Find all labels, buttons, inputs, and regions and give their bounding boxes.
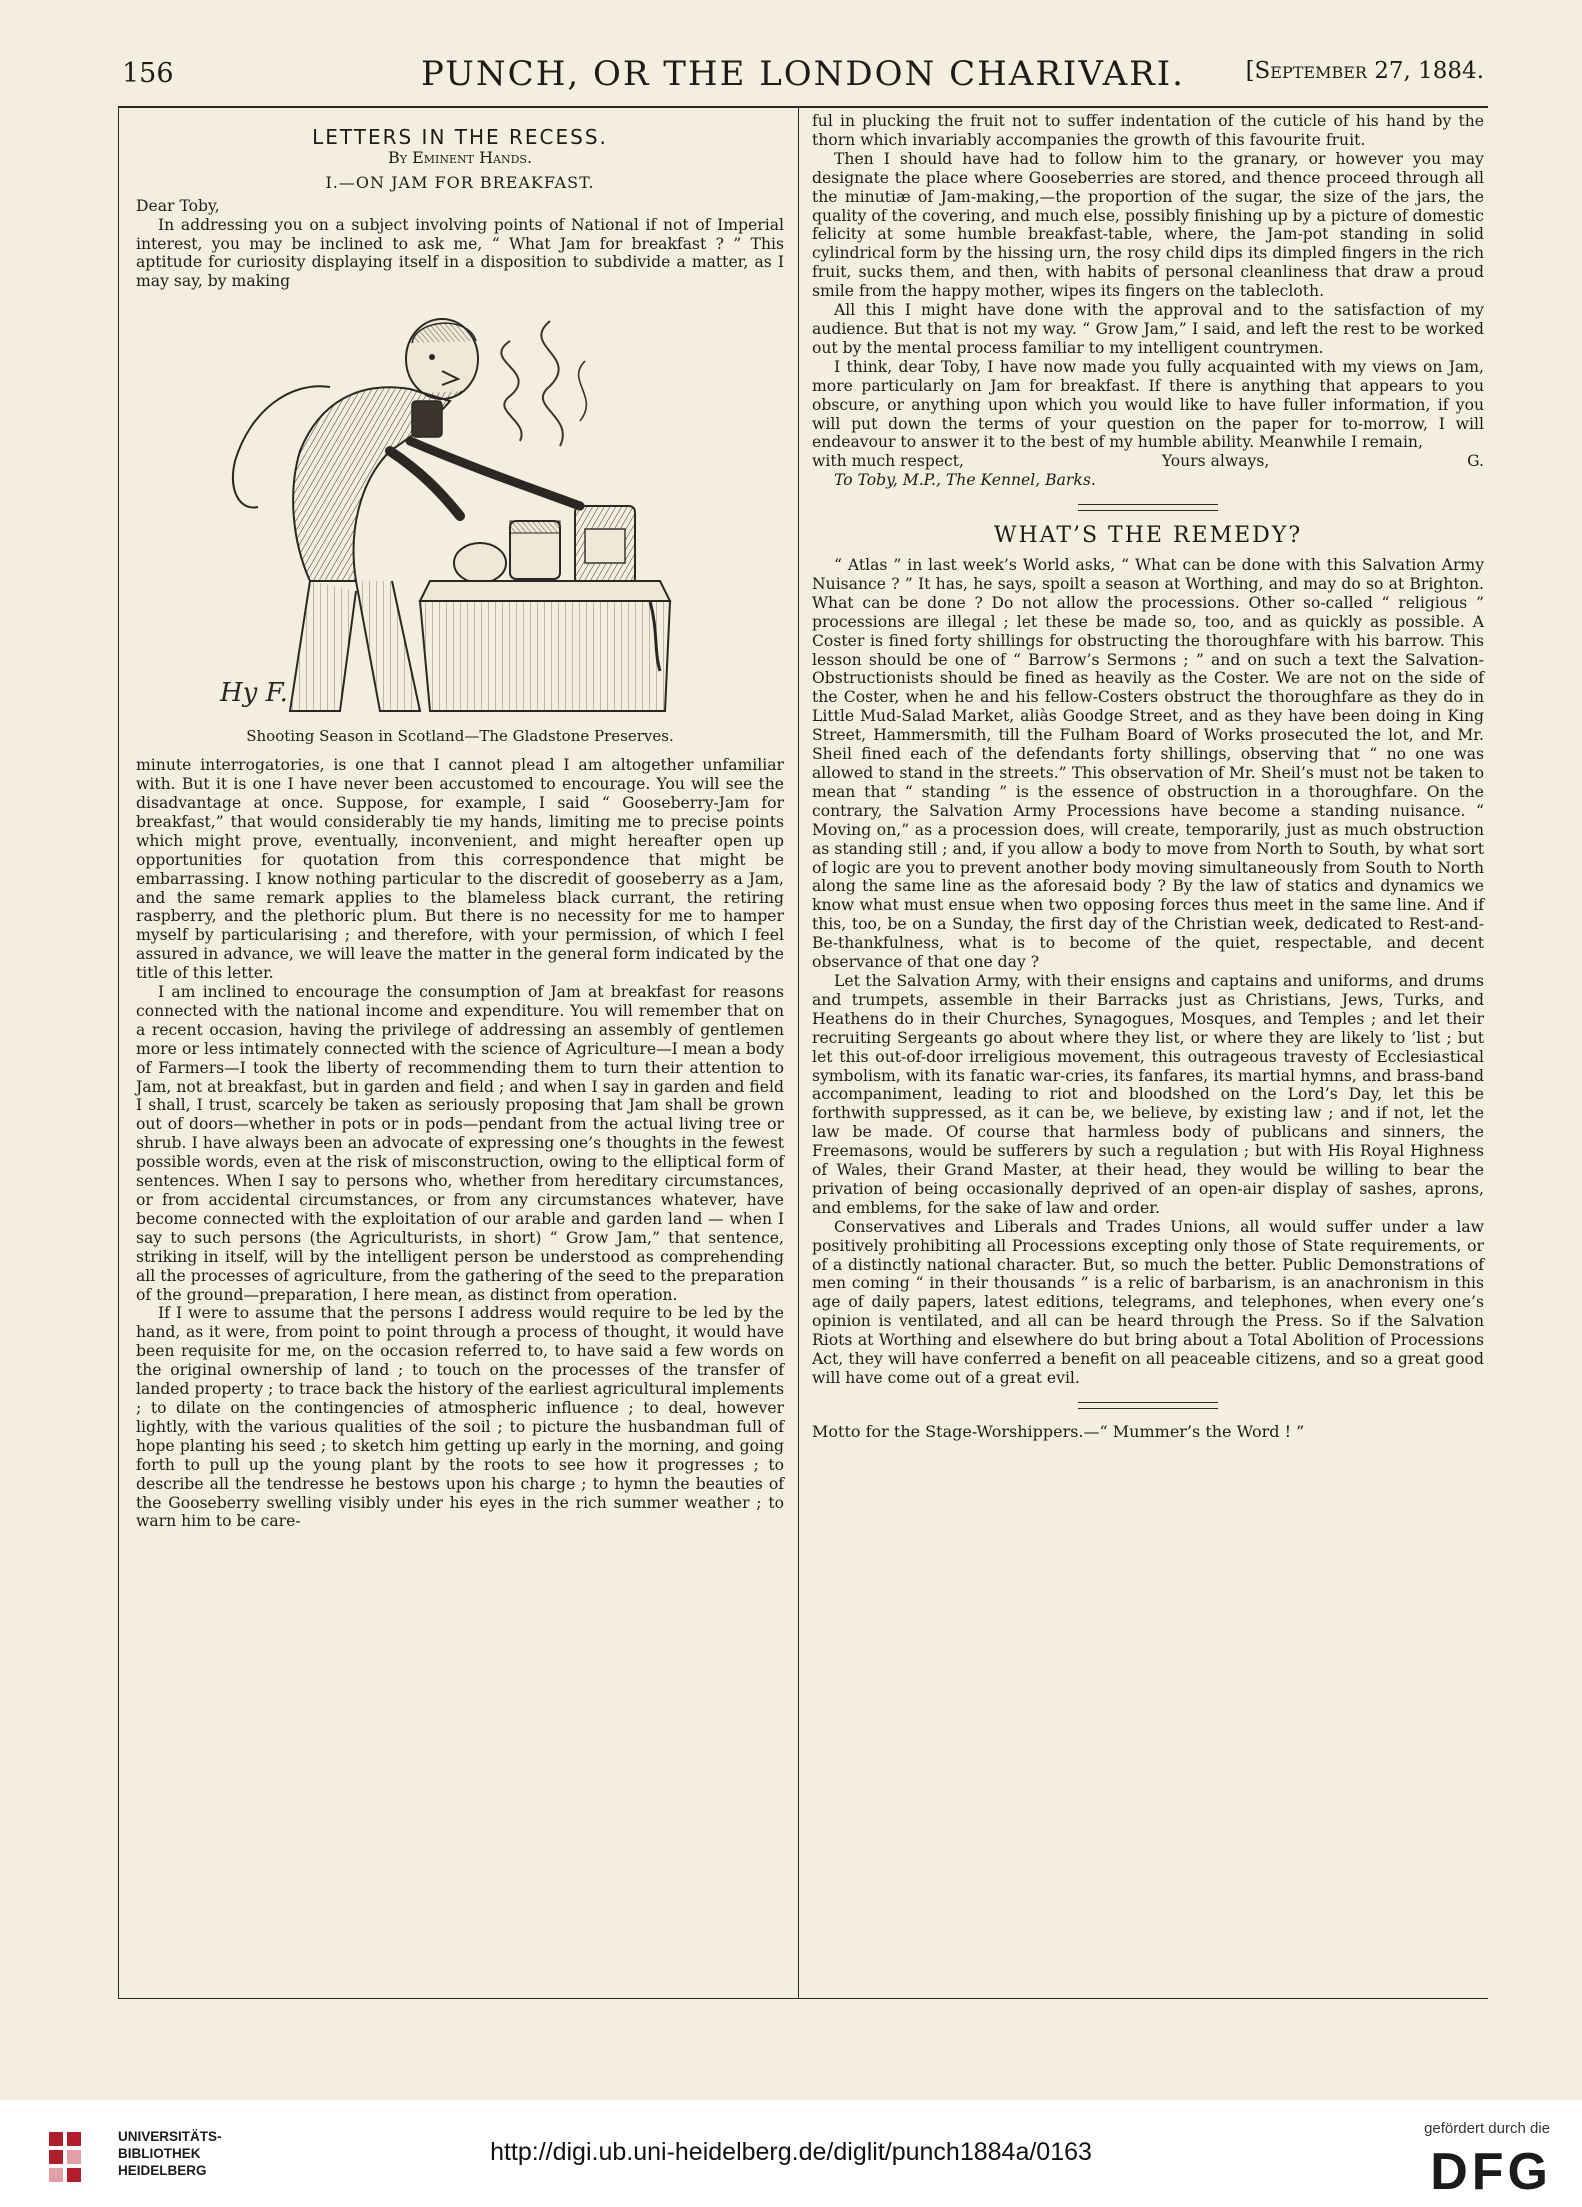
letters-paragraph-7: All this I might have done with the approval and to the satisfaction of my audience. But that is not my way. “ Grow Jam,” I said, and left the rest to be worked out by the mental process familiar to my intelligent countrymen. bbox=[812, 301, 1484, 357]
letters-paragraph-5: ful in plucking the fruit not to suffer indentation of the cuticle of his hand by the thorn which invariably accompanies the growth of this favourite fruit. bbox=[812, 112, 1484, 149]
letters-paragraph-6: Then I should have had to follow him to the granary, or however you may designate the place where Gooseberries are stored, and thence proceed through all the minutiæ of Jam-making,—the proportion of the sugar, the size of the jars, the quality of the covering, and much else, possibly finishing up by a picture of domestic felicity at some humble breakfast-table, where, the Jam-pot standing in solid cylindrical form by the hissing urn, the rosy child dips its dimpled fingers in the rich fruit, sucks them, and then, with habits of personal cleanliness that draw a proud smile from the happy mother, wipes its fingers on the tablecloth. bbox=[812, 149, 1484, 301]
motto-line: Motto for the Stage-Worshippers.—“ Mummer’s the Word ! ” bbox=[812, 1421, 1305, 1441]
remedy-paragraph-1: “ Atlas ” in last week’s World asks, “ What can be done with this Salvation Army Nuisance ? ” It has, he says, spoilt a season at Worthing, and may do so at Brighton. What can be done ? Do not allow the processions. Other so-called “ religious ” processions are illegal ; let these be made so, too, and as quickly as possible. A Coster is fined forty shillings for obstructing the thoroughfare with his barrow. This lesson should be one of “ Barrow’s Sermons ; ” and on such a text the Salvation-Obstructionists should be fined as heavily as the Coster. We are not on the side of the Coster, when he and his fellow-Costers obstruct the thoroughfare as they do in Little Mud-Salad Market, aliàs Goodge Street, and as they have been doing in King Street, Hammersmith, till the Fulham Board of Works prosecuted the lot, and Mr. Sheil fined each of the defendants forty shillings, observing that “ no one was allowed to stand in the streets.” This observation of Mr. Sheil’s must not be taken to mean that “ standing ” is the essence of obstruction in a thoroughfare. On the contrary, the Salvation Army Processions have become a standing nuisance. “ Moving on,” as a procession does, will create, temporarily, just as much obstruction as standing still ; and, if you allow a body to move from North to South, by what sort of logic are you to prevent another body moving simultaneously from South to North along the same line as the aforesaid body ? By the law of statics and dynamics we know what must ensue when two opposing forces thus meet in the same line. And if this, too, be on a Sunday, the first day of the Christian week, dedicated to Rest-and-Be-thankfulness, what is to become of the quiet, respectable, and decent observance of that one day ? bbox=[812, 556, 1484, 972]
left-column bbox=[136, 112, 784, 1531]
illustration-caption: Shooting Season in Scotland—The Gladstone Preserves. bbox=[246, 727, 674, 746]
section-divider bbox=[1078, 504, 1218, 511]
letters-paragraph-1: In addressing you on a subject involving points of National if not of Imperial interest, you may be inclined to ask me, “ What Jam for breakfast ? ” This aptitude for curiosity displaying itself in a disposition to subdivide a matter, as I may say, by making bbox=[136, 215, 784, 291]
section-divider-2 bbox=[1078, 1402, 1218, 1409]
right-column bbox=[812, 112, 1484, 1442]
illustration-gladstone-jam bbox=[180, 301, 740, 721]
letters-paragraph-8: I think, dear Toby, I have now made you fully acquainted with my views on Jam, more particularly on Jam for breakfast. If there is anything that appears to you obscure, or anything upon which you would like to have fuller information, if you will put down the terms of your question on the paper for to-morrow, I will endeavour to answer it to the best of my humble ability. Meanwhile I remain, bbox=[812, 357, 1484, 452]
dfg-logo-icon: DFG bbox=[1430, 2143, 1552, 2201]
closing-initial: G. bbox=[1467, 452, 1484, 471]
remedy-heading: WHAT’S THE REMEDY? bbox=[993, 523, 1303, 549]
letters-subheading: I.—ON JAM FOR BREAKFAST. bbox=[325, 172, 595, 192]
page-number: 156 bbox=[122, 58, 174, 89]
engraving-figure-icon bbox=[180, 301, 740, 721]
closing-respect: with much respect, bbox=[812, 452, 965, 471]
letter-address: To Toby, M.P., The Kennel, Barks. bbox=[834, 471, 1096, 490]
letters-paragraph-2: minute interrogatories, is one that I cannot plead I am altogether unfamiliar with. But it is one I have never been accustomed to encourage. You will see the disadvantage at once. Suppose, for example, I said “ Gooseberry-Jam for breakfast,” that would considerably tie my hands, limiting me to precise points which might prove, eventually, inconvenient, and might hereafter open up opportunities for quotation from this correspondence that might be embarrassing. I know nothing particular to the discredit of gooseberry as a Jam, and the same remark applies to the blameless black currant, the retiring raspberry, and the plethoric plum. But there is no necessity for me to hamper myself by particularising ; and therefore, with your permission, of which I feel assured in advance, we will leave the matter in the general form indicated by the title of this letter. bbox=[136, 756, 784, 983]
letters-heading: LETTERS IN THE RECESS. bbox=[312, 125, 608, 149]
remedy-paragraph-2: Let the Salvation Army, with their ensigns and captains and uniforms, and drums and trumpets, assemble in their Barracks just as Christians, Jews, Turks, and Heathens do in their Churches, Synagogues, Mosques, and Temples ; and let their recruiting Sergeants go about where they list, or where they are likely to ’list ; but let this out-of-door irreligious movement, this outrageous travesty of Ecclesiastical symbolism, with its fanatic war-cries, its fanfares, its martial hymns, and brass-band accompaniment, leading to riot and bloodshed on the Lord’s Day, let this be forthwith suppressed, as it can be, we believe, by existing law ; and if not, let the law be made. Of course that harmless body of publicans and sinners, the Freemasons, would be sufferers by such a regulation ; but with His Royal Highness of Wales, their Grand Master, at their head, they would be willing to bear the privation of being occasionally deprived of an open-air display of sashes, aprons, and emblems, for the sake of law and order. bbox=[812, 971, 1484, 1217]
issue-date: [September 27, 1884. bbox=[1245, 58, 1484, 84]
bottom-rule bbox=[118, 1998, 1488, 1999]
left-frame-rule bbox=[118, 108, 119, 1998]
letters-paragraph-3: I am inclined to encourage the consumption of Jam at breakfast for reasons connected with the national income and expenditure. You will remember that on a recent occasion, having the privilege of addressing an assembly of gentlemen more or less intimately connected with the science of Agriculture—I mean a body of Farmers—I took the liberty of recommending them to turn their attention to Jam, not at breakfast, but in garden and field ; and when I say in garden and field I shall, I trust, scarcely be taken as seriously proposing that Jam shall be grown out of doors—whether in pots or in pods—pendant from the actual living tree or shrub. I have always been an advocate of expressing one’s thoughts in the fewest possible words, even at the risk of misconstruction, owing to the elliptical form of sentences. When I say to persons who, whether from hereditary circumstances, or from accidental circumstances, or from any circumstances whatever, have become connected with the exploitation of our arable and garden land — when I say to such persons (the Agriculturists, in short) “ Grow Jam,” that sentence, striking in itself, will by the intelligent person be understood as comprehending all the processes of agriculture, from the gathering of the seed to the preparation of the ground—preparation, I here mean, as distinct from operation. bbox=[136, 983, 784, 1304]
letter-closing bbox=[812, 452, 1484, 471]
digital-copy-url[interactable]: http://digi.ub.uni-heidelberg.de/diglit/punch1884a/0163 bbox=[490, 2138, 1092, 2166]
salutation: Dear Toby, bbox=[136, 196, 220, 215]
publication-title: PUNCH, OR THE LONDON CHARIVARI. bbox=[421, 54, 1185, 94]
letters-paragraph-4: If I were to assume that the persons I address would require to be led by the hand, as it were, from point to point through a process of thought, it would have been requisite for me, on the occasion referred to, to have said a few words on the original ownership of land ; to touch on the processes of the transfer of landed property ; to trace back the history of the earliest agricultural implements ; to dilate on the contingencies of atmospheric influence ; to deal, however lightly, with the various qualities of the soil ; to picture the husbandman full of hope planting his seed ; to sketch him getting up early in the morning, and going forth to pull up the young plant by the roots to see how it progresses ; to describe all the tendresse he bestows upon his charge ; to hymn the beauties of the Gooseberry swelling visibly under his eyes in the rich summer weather ; to warn him to be care- bbox=[136, 1304, 784, 1531]
digitization-footer bbox=[0, 2100, 1582, 2207]
funded-by-label: gefördert durch die bbox=[1424, 2120, 1550, 2137]
remedy-paragraph-3: Conservatives and Liberals and Trades Unions, all would suffer under a law positively prohibiting all Processions excepting only those of State requirements, or of a distinctly national character. But, so much the better. Public Demonstrations of men coming “ in their thousands ” is a relic of barbarism, is an anachronism in this age of daily papers, latest editions, telegrams, and telephones, when every one’s opinion is ventilated, and all can be heard through the Press. So if the Salvation Riots at Worthing and elsewhere do but bring about a Total Abolition of Processions Act, they will have conferred a benefit on all peaceable citizens, and so a great good will have come out of a great evil. bbox=[812, 1217, 1484, 1387]
library-name: UNIVERSITÄTS- BIBLIOTHEK HEIDELBERG bbox=[118, 2129, 222, 2178]
letters-byline: By Eminent Hands. bbox=[387, 147, 533, 167]
illustration-signature: Hy F. bbox=[220, 678, 288, 709]
column-divider bbox=[798, 108, 799, 1998]
page-header bbox=[118, 52, 1488, 108]
closing-yours: Yours always, bbox=[1161, 452, 1270, 471]
